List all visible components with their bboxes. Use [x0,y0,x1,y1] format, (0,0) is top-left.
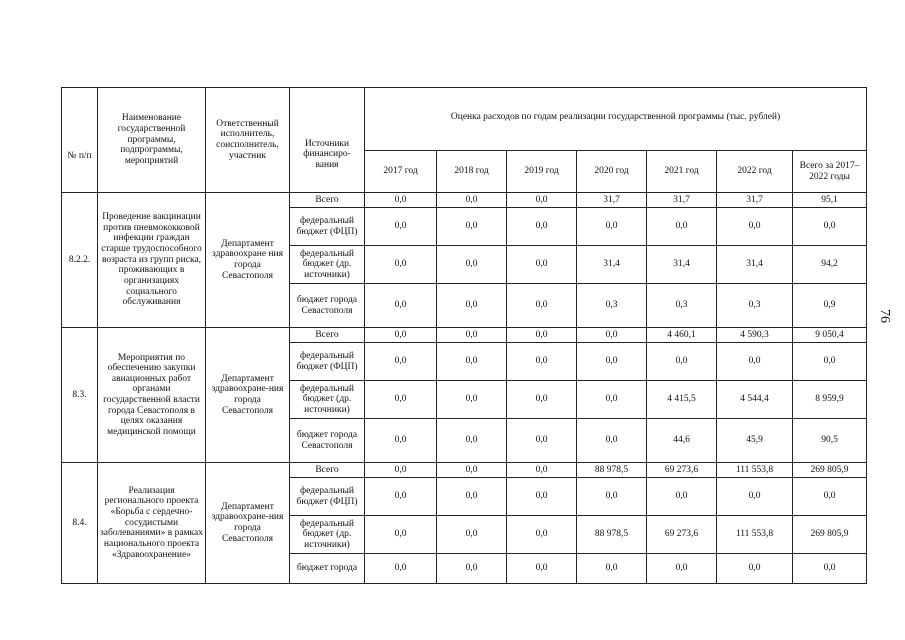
value-cell: 0,0 [577,343,647,381]
funding-source: бюджет города Севастополя [290,419,365,463]
page-number: 76 [877,309,892,323]
funding-source: федеральный бюджет (др. источники) [290,381,365,419]
header-num: № п/п [62,88,98,193]
value-cell: 0,0 [437,554,507,584]
value-cell: 0,0 [365,381,437,419]
value-cell: 0,0 [507,419,577,463]
value-cell: 0,0 [577,419,647,463]
value-cell: 111 553,8 [717,516,793,554]
header-responsible: Ответственный исполнитель, соисполнитель, участник [206,88,290,193]
value-cell: 0,3 [717,284,793,328]
header-name: Наименование государственной программы, подпрограммы, мероприятий [98,88,206,193]
value-cell: 0,0 [717,554,793,584]
value-cell: 69 273,6 [647,516,717,554]
value-cell: 0,0 [507,478,577,516]
table-body [62,193,867,584]
value-cell: 0,0 [365,516,437,554]
header-year-total: Всего за 2017–2022 годы [793,151,867,193]
value-total-cell: 0,9 [793,284,867,328]
value-cell: 0,0 [365,284,437,328]
value-total-cell: 269 805,9 [793,516,867,554]
funding-source: федеральный бюджет (ФЦП) [290,343,365,381]
value-cell: 0,0 [507,328,577,343]
funding-source: федеральный бюджет (др. источники) [290,246,365,284]
funding-source: Всего [290,328,365,343]
value-cell: 0,0 [365,463,437,478]
value-cell: 0,0 [365,554,437,584]
value-total-cell: 94,2 [793,246,867,284]
header-year: 2020 год [577,151,647,193]
funding-source: федеральный бюджет (ФЦП) [290,208,365,246]
value-cell: 0,0 [437,328,507,343]
value-cell: 0,0 [365,328,437,343]
item-number: 8.3. [62,328,98,463]
value-cell: 0,0 [507,516,577,554]
header-year: 2019 год [507,151,577,193]
value-cell: 31,7 [577,193,647,208]
header-year: 2018 год [437,151,507,193]
value-cell: 111 553,8 [717,463,793,478]
value-cell: 0,0 [437,193,507,208]
value-cell: 0,3 [647,284,717,328]
item-responsible: Департамент здравоохране-ния города Севастополя [206,463,290,584]
value-cell: 0,0 [437,463,507,478]
value-cell: 0,0 [577,381,647,419]
value-cell: 0,0 [437,478,507,516]
header-year: 2021 год [647,151,717,193]
item-responsible: Департамент здравоохране ния города Севастополя [206,193,290,328]
value-cell: 0,0 [437,516,507,554]
table-row [62,328,867,343]
value-cell: 31,7 [717,193,793,208]
value-cell: 0,0 [717,208,793,246]
value-cell: 0,0 [365,478,437,516]
value-cell: 0,0 [507,381,577,419]
value-cell: 0,3 [577,284,647,328]
item-name: Мероприятия по обеспечению закупки авиационных работ органами государственной власти города Севастополя в целях оказания медицинской помощи [98,328,206,463]
value-cell: 0,0 [437,381,507,419]
value-total-cell: 0,0 [793,478,867,516]
value-cell: 0,0 [437,208,507,246]
value-cell: 0,0 [507,208,577,246]
value-cell: 0,0 [647,343,717,381]
header-sources: Источники финансиро-вания [290,88,365,193]
value-cell: 0,0 [365,193,437,208]
value-cell: 0,0 [365,419,437,463]
funding-source: федеральный бюджет (ФЦП) [290,478,365,516]
value-cell: 0,0 [365,343,437,381]
value-cell: 0,0 [577,478,647,516]
table-row [62,463,867,478]
value-cell: 4 544,4 [717,381,793,419]
value-cell: 0,0 [437,419,507,463]
value-cell: 0,0 [507,463,577,478]
item-number: 8.4. [62,463,98,584]
value-cell: 31,4 [717,246,793,284]
value-cell: 0,0 [577,328,647,343]
value-cell: 4 590,3 [717,328,793,343]
value-total-cell: 90,5 [793,419,867,463]
value-cell: 0,0 [507,554,577,584]
value-cell: 31,4 [647,246,717,284]
value-total-cell: 0,0 [793,208,867,246]
value-cell: 44,6 [647,419,717,463]
item-name: Реализация регионального проекта «Борьба с сердечно-сосудистыми заболеваниями» в рамках национального проекта «Здравоохранение» [98,463,206,584]
funding-source: Всего [290,193,365,208]
value-cell: 0,0 [647,208,717,246]
value-cell: 0,0 [437,284,507,328]
value-total-cell: 95,1 [793,193,867,208]
value-total-cell: 8 959,9 [793,381,867,419]
value-total-cell: 0,0 [793,343,867,381]
value-cell: 0,0 [577,208,647,246]
item-number: 8.2.2. [62,193,98,328]
value-total-cell: 269 805,9 [793,463,867,478]
value-cell: 0,0 [507,343,577,381]
value-cell: 0,0 [437,246,507,284]
header-year: 2022 год [717,151,793,193]
funding-source: бюджет города [290,554,365,584]
table-row [62,193,867,208]
value-cell: 0,0 [365,208,437,246]
value-total-cell: 0,0 [793,554,867,584]
value-cell: 4 460,1 [647,328,717,343]
value-cell: 4 415,5 [647,381,717,419]
item-responsible: Департамент здравоохране-ния города Севастополя [206,328,290,463]
value-cell: 0,0 [717,343,793,381]
value-cell: 0,0 [437,343,507,381]
value-cell: 0,0 [365,246,437,284]
value-cell: 88 978,5 [577,516,647,554]
funding-source: бюджет города Севастополя [290,284,365,328]
value-cell: 31,7 [647,193,717,208]
value-cell: 31,4 [577,246,647,284]
value-cell: 69 273,6 [647,463,717,478]
value-cell: 0,0 [647,554,717,584]
value-cell: 0,0 [507,193,577,208]
value-total-cell: 9 050,4 [793,328,867,343]
value-cell: 0,0 [507,284,577,328]
value-cell: 0,0 [507,246,577,284]
value-cell: 88 978,5 [577,463,647,478]
value-cell: 0,0 [717,478,793,516]
header-estimate: Оценка расходов по годам реализации государственной программы (тыс. рублей) [365,88,867,151]
item-name: Проведение вакцинации против пневмококковой инфекции граждан старше трудоспособного возраста из групп риска, проживающих в организациях социального обслуживания [98,193,206,328]
value-cell: 0,0 [647,478,717,516]
budget-table [61,87,867,584]
header-year: 2017 год [365,151,437,193]
value-cell: 0,0 [577,554,647,584]
value-cell: 45,9 [717,419,793,463]
funding-source: Всего [290,463,365,478]
funding-source: федеральный бюджет (др. источники) [290,516,365,554]
